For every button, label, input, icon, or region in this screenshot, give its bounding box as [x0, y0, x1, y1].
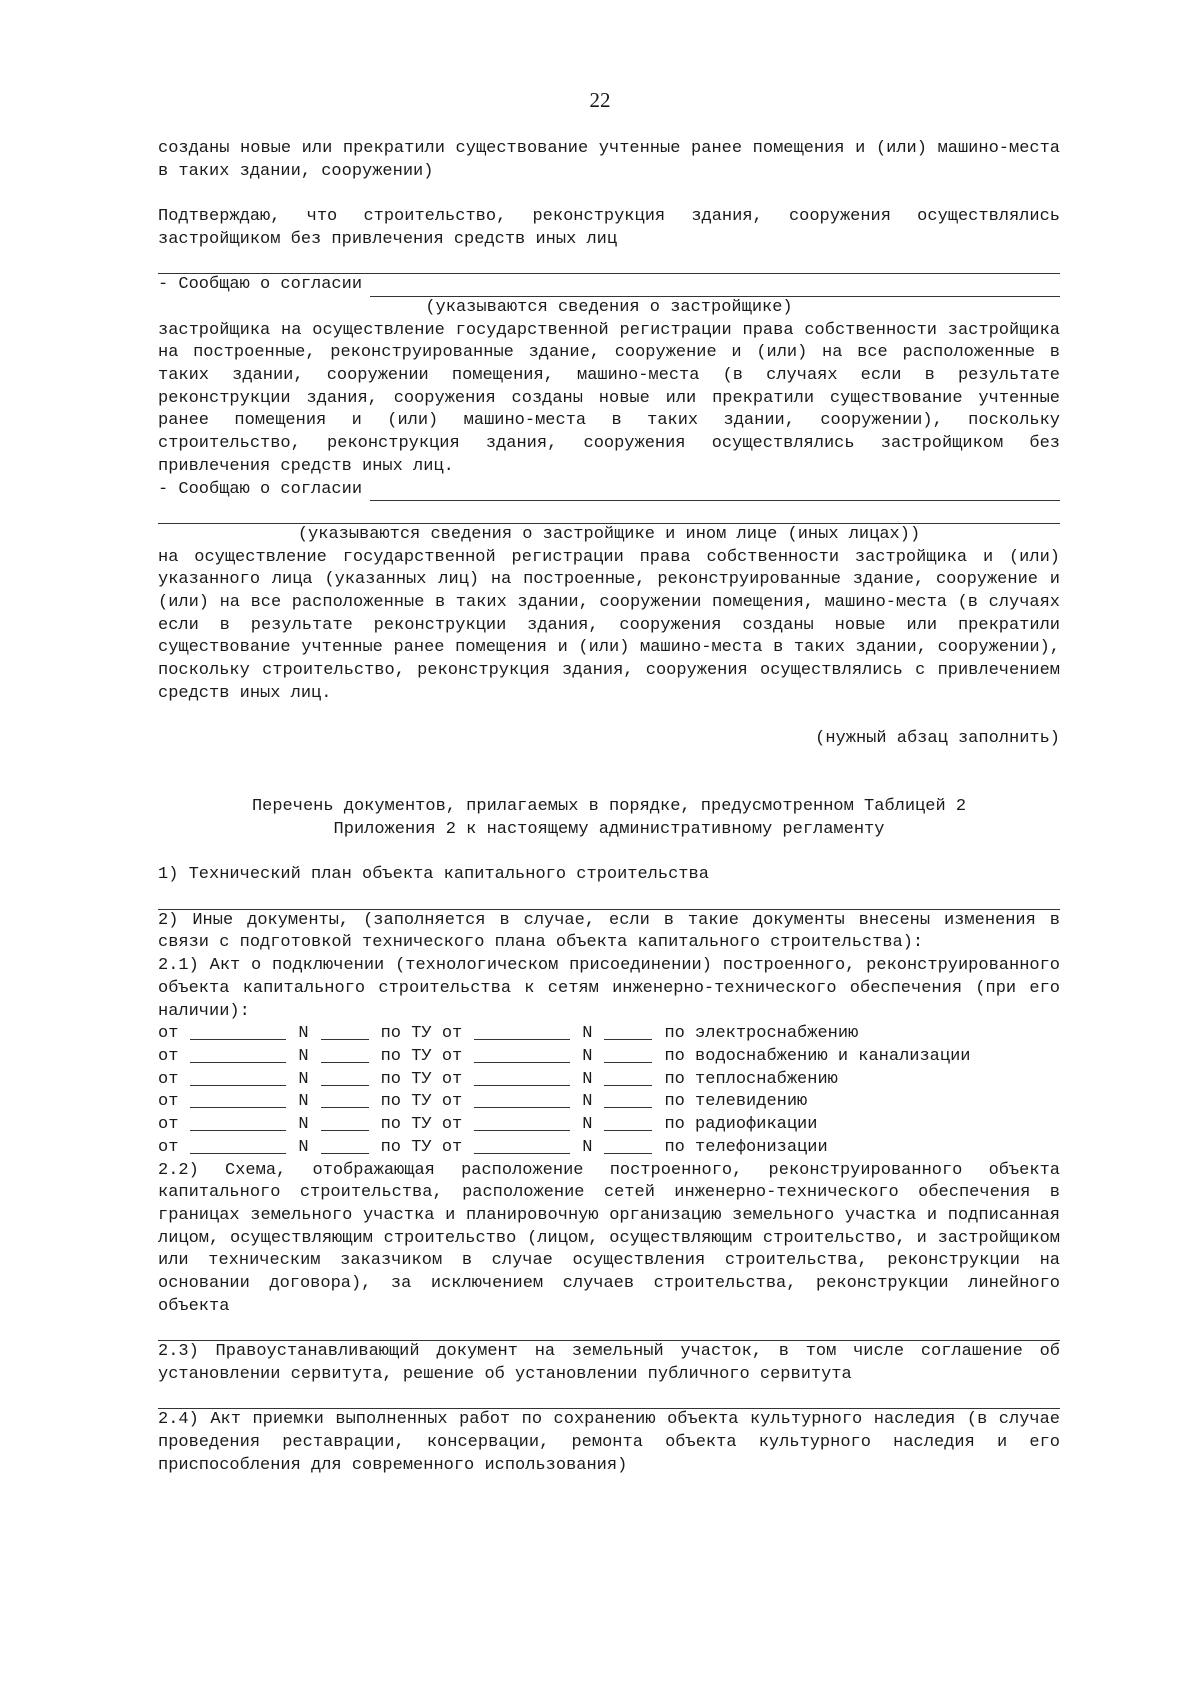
doc-item-2-1: 2.1) Акт о подключении (технологическом присоединении) построенного, реконструированного объекта капитального строительства к сетям инженерно-технического обеспечения (при его наличии):: [158, 956, 1060, 1021]
tu-from-label: по ТУ от: [380, 1115, 463, 1135]
blank-line[interactable]: [158, 1387, 1060, 1410]
number-label: N: [582, 1115, 593, 1135]
number-label: N: [582, 1092, 593, 1112]
from-label: от: [158, 1069, 179, 1089]
list-heading-line-2: Приложения 2 к настоящему административному регламенту: [333, 820, 885, 839]
number-label: N: [298, 1115, 309, 1135]
number-blank[interactable]: [321, 1069, 369, 1086]
doc-item-2-4: 2.4) Акт приемки выполненных работ по сохранению объекта культурного наследия (в случае проведения реставрации, консервации, ремонта объекта культурного наследия и его приспособления для современного использования): [158, 1410, 1060, 1475]
consent-input-1[interactable]: [370, 279, 1060, 297]
number-label: N: [582, 1137, 593, 1157]
date-blank[interactable]: [474, 1046, 570, 1063]
number-blank[interactable]: [604, 1114, 652, 1131]
connection-row: [158, 1069, 1060, 1092]
blank-line[interactable]: [158, 1318, 1060, 1341]
number-blank[interactable]: [321, 1114, 369, 1131]
fill-note: (нужный абзац заполнить): [815, 729, 1060, 749]
number-blank[interactable]: [321, 1023, 369, 1040]
number-label: N: [298, 1024, 309, 1044]
from-label: от: [158, 1092, 179, 1112]
date-blank[interactable]: [190, 1069, 286, 1086]
doc-item-1: 1) Технический план объекта капитального строительства: [158, 865, 709, 885]
date-blank[interactable]: [474, 1069, 570, 1086]
connection-type-label: по радиофикации: [664, 1115, 818, 1135]
consent-hint-1: (указываются сведения о застройщике): [425, 297, 793, 317]
number-blank[interactable]: [604, 1069, 652, 1086]
number-blank[interactable]: [321, 1091, 369, 1108]
date-blank[interactable]: [190, 1046, 286, 1063]
consent-field-2: [158, 479, 1060, 502]
connection-type-label: по теплоснабжению: [664, 1069, 838, 1089]
number-label: N: [298, 1069, 309, 1089]
connection-row: [158, 1091, 1060, 1114]
connection-row: [158, 1023, 1060, 1046]
paragraph-confirmation: Подтверждаю, что строительство, реконструкция здания, сооружения осуществлялись застройщиком без привлечения средств иных лиц: [158, 207, 1060, 249]
doc-item-2-3: 2.3) Правоустанавливающий документ на земельный участок, в том числе соглашение об установлении сервитута, решение об установлении публичного сервитута: [158, 1342, 1060, 1384]
connection-row: [158, 1114, 1060, 1137]
number-label: N: [298, 1092, 309, 1112]
from-label: от: [158, 1024, 179, 1044]
number-blank[interactable]: [604, 1091, 652, 1108]
page-number: 22: [589, 88, 611, 112]
blank-line[interactable]: [158, 501, 1060, 524]
paragraph-consent-developer: застройщика на осуществление государственной регистрации права собственности застройщика на построенные, реконструированные здание, сооружение и (или) на все расположенные в таких здании, сооружении помещения, машино-места (в случаях если в результате реконструкции здания, сооружения созданы новые или прекратили существование учтенные ранее помещения и (или) машино-места в таких здании, сооружении), поскольку строительство, реконструкция здания, сооружения осуществлялись застройщиком без привлечения средств иных лиц.: [158, 320, 1060, 476]
blank-line[interactable]: [158, 252, 1060, 275]
from-label: от: [158, 1137, 179, 1157]
consent-field-1: [158, 274, 1060, 297]
number-blank[interactable]: [604, 1046, 652, 1063]
from-label: от: [158, 1115, 179, 1135]
date-blank[interactable]: [474, 1114, 570, 1131]
number-blank[interactable]: [604, 1137, 652, 1154]
number-label: N: [582, 1047, 593, 1066]
consent-label-2: - Сообщаю о согласии: [158, 479, 363, 499]
number-label: N: [582, 1024, 593, 1044]
date-blank[interactable]: [190, 1114, 286, 1131]
number-label: N: [582, 1069, 593, 1089]
connection-row: [158, 1046, 1060, 1069]
consent-input-2[interactable]: [370, 483, 1060, 501]
from-label: от: [158, 1047, 179, 1066]
tu-from-label: по ТУ от: [380, 1047, 463, 1066]
connection-type-label: по телефонизации: [664, 1137, 828, 1157]
consent-label-1: - Сообщаю о согласии: [158, 275, 363, 295]
number-label: N: [298, 1137, 309, 1157]
doc-item-2-2: 2.2) Схема, отображающая расположение построенного, реконструированного объекта капитального строительства, расположение сетей инженерно-технического обеспечения в границах земельного участка и планировочную организацию земельного участка и подписанная лицом, осуществляющим строительство (лицом, осуществляющим строительство, и застройщиком или техническим заказчиком в случае осуществления строительства, реконструкции на основании договора), за исключением случаев строительства, реконструкции линейного объекта: [158, 1160, 1060, 1316]
connection-type-label: по электроснабжению: [664, 1024, 859, 1044]
tu-from-label: по ТУ от: [380, 1024, 463, 1044]
tu-from-label: по ТУ от: [380, 1092, 463, 1112]
consent-hint-2: (указываются сведения о застройщике и ином лице (иных лицах)): [297, 524, 921, 544]
paragraph-consent-others: на осуществление государственной регистрации права собственности застройщика и (или) указанного лица (указанных лиц) на построенные, реконструированные здание, сооружение и (или) на все расположенные в таких здании, сооружении помещения, машино-места (в случаях если в результате реконструкции здания, сооружения созданы новые или прекратили существование учтенные ранее помещения и (или) машино-места в таких здании, сооружении), поскольку строительство, реконструкция здания, сооружения осуществлялись с привлечением средств иных лиц.: [158, 547, 1060, 703]
connection-type-label: по телевидению: [664, 1092, 808, 1112]
tu-from-label: по ТУ от: [380, 1069, 463, 1089]
connection-rows: [158, 1023, 1060, 1159]
connection-type-label: по водоснабжению и канализации: [664, 1047, 971, 1066]
doc-item-2: 2) Иные документы, (заполняется в случае, если в такие документы внесены изменения в связи с подготовкой технического плана объекта капитального строительства):: [158, 910, 1060, 953]
date-blank[interactable]: [474, 1023, 570, 1040]
number-label: N: [298, 1047, 309, 1066]
date-blank[interactable]: [190, 1023, 286, 1040]
date-blank[interactable]: [474, 1137, 570, 1154]
date-blank[interactable]: [190, 1091, 286, 1108]
connection-row: [158, 1137, 1060, 1160]
date-blank[interactable]: [190, 1137, 286, 1154]
number-blank[interactable]: [321, 1046, 369, 1063]
list-heading-line-1: Перечень документов, прилагаемых в порядке, предусмотренном Таблицей 2: [251, 797, 967, 817]
number-blank[interactable]: [604, 1023, 652, 1040]
date-blank[interactable]: [474, 1091, 570, 1108]
paragraph-continuation: созданы новые или прекратили существование учтенные ранее помещения и (или) машино-места в таких здании, сооружении): [158, 139, 1060, 181]
blank-line[interactable]: [158, 887, 1060, 910]
tu-from-label: по ТУ от: [380, 1137, 463, 1157]
number-blank[interactable]: [321, 1137, 369, 1154]
document-body: [158, 138, 1060, 1477]
